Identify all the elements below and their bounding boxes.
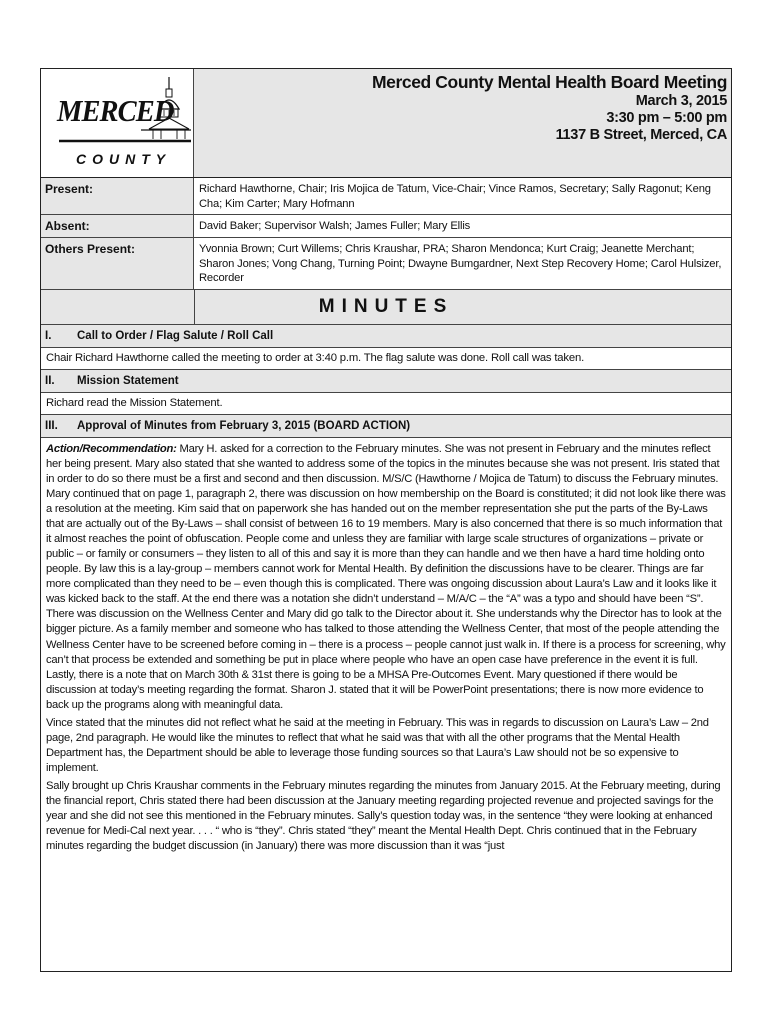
approval-paragraph-1-text: Mary H. asked for a correction to the February minutes. She was not present in February and the minutes reflect her being present. Mary also stated that she wanted to address some of the topics in the minutes because she was not present. Iris stated that in order to do so there must be a first and second and then discussion. M/S/C (Hawthorne / Mojica de Tatum) to discuss the February minutes. Mary continued that on page 1, paragraph 2, there was discussion on how membership on the Board is constituted; it did not look like there was a resolution at the meeting. Kim said that on paperwork she has handed out on the member representation she put the parts of the By-Laws that are actually out of the By-Laws – shall consist of between 16 to 19 members. Mary is also concerned that there is so much information that it almost reaches the point of obfuscation. People come and unless they are familiar with large scale structures of organizations – private or public – or family or consumers – they listen to all of this and say it is more than they can handle and we then have a hard time holding onto people. By law this is a lay-group – members cannot work for Mental Health. By definition the discussions have to be clearer. Things are far more complicated than they need to be – even though this is complicated. There was ongoing discussion about Laura’s Law and it looks like it was kicked back to the staff. At the end there was a notation she didn’t understand – M/A/C – the “A” was a typo and should have been “S”. There was discussion on the Wellness Center and Mary did go talk to the Director about it. She understands why the Director has to look at the bigger picture. As a family member and someone who has talked to those attending the Wellness Center, that most of the people attending the Wellness Center have to be screened before coming in – there is a process – people cannot just walk in. If there is a process for screening, why can’t that process be extended and something be put in place where people who have an open case have preference in the event it is full. Lastly, there is a note that on March 30th & 31st there is going to be a MHSA Pre-Outcomes Event. Mary questioned if there would be discussion at today’s meeting regarding the format. Sharon J. stated that it will be PowerPoint presentations; there is now more evidence to back up the programs along with meaningful data. — [46, 442, 726, 711]
meeting-title-block — [194, 69, 731, 177]
meeting-time: 3:30 pm – 5:00 pm — [606, 110, 727, 126]
present-names: Richard Hawthorne, Chair; Iris Mojica de Tatum, Vice-Chair; Vince Ramos, Secretary; Sally Ragonut; Keng Cha; Kim Carter; Mary Hofmann — [194, 178, 731, 214]
others-present-row — [41, 238, 731, 290]
section-title: Approval of Minutes from February 3, 2015 (BOARD ACTION) — [77, 419, 411, 432]
logo-sub: COUNTY — [76, 151, 172, 167]
others-present-label: Others Present: — [41, 238, 194, 289]
document-header — [41, 69, 731, 178]
approval-minutes-body — [41, 438, 731, 854]
section-2-header — [41, 370, 731, 393]
section-title: Call to Order / Flag Salute / Roll Call — [77, 329, 274, 342]
county-logo — [41, 69, 194, 177]
section-2-text: Richard read the Mission Statement. — [41, 393, 731, 415]
approval-paragraph-3: Sally brought up Chris Kraushar comments in the February minutes regarding the minutes from January 2015. At the February meeting, during the financial report, Chris stated there had been discussion at the January meeting regarding projected revenue and projected savings for the year and she did not see this mentioned in the February minutes. Sally’s question today was, in the sentence “they were looking at enhanced revenue for Medi-Cal next year. . . . “ who is “they”. Chris stated “they” meant the Mental Health Dept. Chris continued that in the February minutes regarding the budget discussion (in January) there was more discussion than it was “just — [46, 779, 721, 853]
section-number: II. — [45, 374, 55, 387]
section-1-text: Chair Richard Hawthorne called the meeting to order at 3:40 p.m. The flag salute was done. Roll call was taken. — [41, 348, 731, 370]
others-present-names: Yvonnia Brown; Curt Willems; Chris Kraushar, PRA; Sharon Mendonca; Kurt Craig; Jeanette Merchant; Sharon Jones; Vong Chang, Turning Point; Dwayne Bumgardner, Next Step Recovery Home; Carol Hulsizer, Recorder — [194, 238, 731, 289]
section-number: I. — [45, 329, 52, 342]
meeting-location: 1137 B Street, Merced, CA — [555, 127, 727, 143]
approval-paragraph-2: Vince stated that the minutes did not reflect what he said at the meeting in February. This was in regards to discussion on Laura’s Law – 2nd page, 2nd paragraph. He would like the minutes to reflect that what he said was that with all the other programs that the Mental Health Department has, the Department should be able to leverage those funding sources so that Laura’s Law should not be so expensive to implement. — [46, 716, 709, 774]
present-label: Present: — [41, 178, 194, 214]
approval-paragraph-1 — [46, 442, 726, 713]
absent-row — [41, 215, 731, 238]
absent-names: David Baker; Supervisor Walsh; James Fuller; Mary Ellis — [194, 215, 731, 237]
section-title: Mission Statement — [77, 374, 179, 387]
action-recommendation-label: Action/Recommendation: — [46, 442, 177, 455]
absent-label: Absent: — [41, 215, 194, 237]
minutes-document — [40, 68, 732, 972]
section-1-header — [41, 325, 731, 348]
minutes-heading: MINUTES — [318, 295, 454, 317]
minutes-heading-bar — [41, 290, 731, 325]
meeting-title: Merced County Mental Health Board Meeting — [371, 72, 727, 92]
meeting-date: March 3, 2015 — [635, 93, 727, 109]
logo-word: MERCED — [57, 93, 174, 128]
minutes-heading-spacer — [41, 290, 195, 324]
present-row — [41, 178, 731, 215]
section-number: III. — [45, 419, 58, 432]
section-3-header — [41, 415, 731, 438]
